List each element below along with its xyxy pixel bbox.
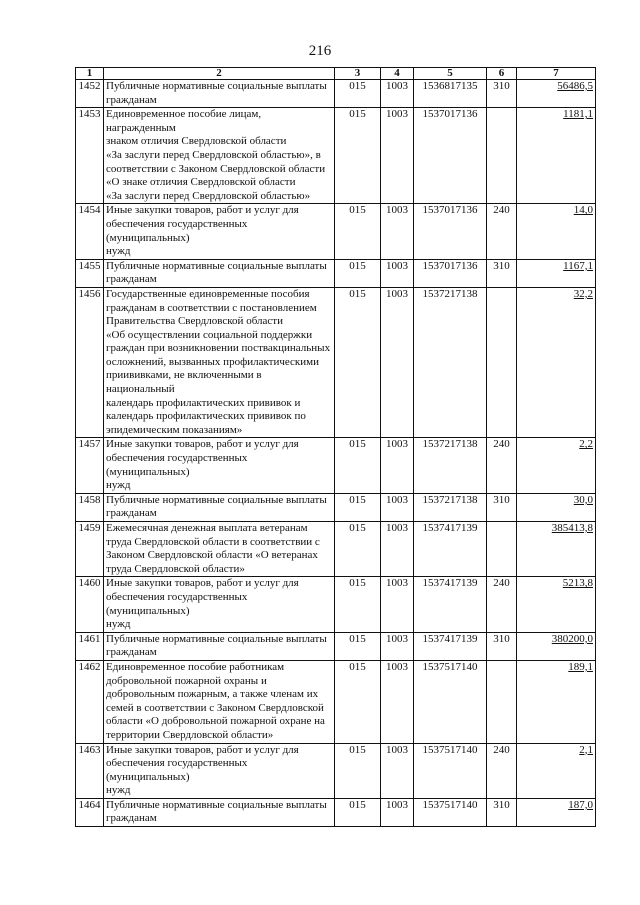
row-code-3: 015 (335, 798, 381, 826)
row-code-6 (487, 522, 517, 577)
row-number: 1452 (76, 80, 104, 108)
row-amount (517, 798, 596, 826)
row-name: Публичные нормативные социальные выплаты гражданам (104, 798, 335, 826)
row-code-4: 1003 (381, 80, 414, 108)
row-name: Иные закупки товаров, работ и услуг для обеспечения государственных (муниципальных) нужд (104, 438, 335, 493)
row-code-5: 1537217138 (414, 287, 487, 438)
row-number: 1460 (76, 577, 104, 632)
row-number: 1453 (76, 108, 104, 204)
table-row (76, 80, 596, 108)
row-name: Единовременное пособие лицам, награжденным знаком отличия Свердловской области «За заслуги перед Свердловской областью», в соответствии с Законом Свердловской области «О знаке отличия Свердловской области «За заслуги перед Свердловской областью» (104, 108, 335, 204)
row-code-5: 1537017136 (414, 204, 487, 259)
row-amount (517, 660, 596, 743)
row-code-6: 310 (487, 798, 517, 826)
row-code-6: 310 (487, 493, 517, 521)
row-code-3: 015 (335, 259, 381, 287)
row-name: Публичные нормативные социальные выплаты гражданам (104, 80, 335, 108)
row-name: Иные закупки товаров, работ и услуг для обеспечения государственных (муниципальных) нужд (104, 204, 335, 259)
row-code-4: 1003 (381, 577, 414, 632)
row-number: 1463 (76, 743, 104, 798)
row-code-4: 1003 (381, 259, 414, 287)
row-name: Единовременное пособие работникам добровольной пожарной охраны и добровольным пожарным, а также членам их семей в соответствии с Законом Свердловской области «О добровольной пожарной охране на территории Свердловской области» (104, 660, 335, 743)
row-code-4: 1003 (381, 108, 414, 204)
row-code-4: 1003 (381, 632, 414, 660)
row-code-3: 015 (335, 743, 381, 798)
row-code-4: 1003 (381, 660, 414, 743)
row-number: 1457 (76, 438, 104, 493)
table-row (76, 438, 596, 493)
row-amount (517, 80, 596, 108)
table-row (76, 577, 596, 632)
row-code-6: 310 (487, 259, 517, 287)
row-code-5: 1537517140 (414, 660, 487, 743)
amount-value: 5213,8 (562, 577, 593, 590)
column-header: 5 (414, 68, 487, 80)
row-code-3: 015 (335, 80, 381, 108)
row-code-6 (487, 108, 517, 204)
row-amount (517, 493, 596, 521)
row-code-6: 240 (487, 204, 517, 259)
row-number: 1454 (76, 204, 104, 259)
amount-value: 56486,5 (557, 80, 593, 92)
row-number: 1458 (76, 493, 104, 521)
row-code-6: 310 (487, 632, 517, 660)
row-number: 1462 (76, 660, 104, 743)
table-row (76, 108, 596, 204)
row-code-6 (487, 287, 517, 438)
row-code-5: 1537417139 (414, 632, 487, 660)
row-code-6: 240 (487, 577, 517, 632)
row-amount (517, 632, 596, 660)
table-row (76, 632, 596, 660)
row-code-6: 240 (487, 438, 517, 493)
budget-table (75, 67, 596, 827)
amount-value: 1181,1 (563, 108, 593, 121)
row-amount (517, 204, 596, 259)
amount-value: 385413,8 (551, 522, 593, 534)
row-amount (517, 577, 596, 632)
row-amount (517, 743, 596, 798)
row-name: Публичные нормативные социальные выплаты гражданам (104, 493, 335, 521)
row-code-4: 1003 (381, 798, 414, 826)
row-number: 1455 (76, 259, 104, 287)
table-row (76, 204, 596, 259)
row-code-5: 1537017136 (414, 108, 487, 204)
row-code-5: 1537517140 (414, 743, 487, 798)
column-header: 1 (76, 68, 104, 80)
amount-value: 1167,1 (563, 259, 593, 272)
row-code-4: 1003 (381, 287, 414, 438)
row-code-3: 015 (335, 522, 381, 577)
row-name: Иные закупки товаров, работ и услуг для обеспечения государственных (муниципальных) нужд (104, 577, 335, 632)
row-code-5: 1537517140 (414, 798, 487, 826)
column-header: 3 (335, 68, 381, 80)
row-code-3: 015 (335, 108, 381, 204)
row-code-3: 015 (335, 577, 381, 632)
column-header: 6 (487, 68, 517, 80)
row-code-5: 1537417139 (414, 522, 487, 577)
column-header: 7 (517, 68, 596, 80)
row-name: Иные закупки товаров, работ и услуг для обеспечения государственных (муниципальных) нужд (104, 743, 335, 798)
row-amount (517, 522, 596, 577)
table-row (76, 493, 596, 521)
table-row (76, 287, 596, 438)
row-code-6: 240 (487, 743, 517, 798)
table-row (76, 660, 596, 743)
row-code-3: 015 (335, 438, 381, 493)
row-code-3: 015 (335, 493, 381, 521)
amount-value: 2,1 (579, 743, 593, 756)
row-number: 1456 (76, 287, 104, 438)
row-code-4: 1003 (381, 438, 414, 493)
row-amount (517, 259, 596, 287)
row-name: Государственные единовременные пособия гражданам в соответствии с постановлением Правительства Свердловской области «Об осуществлении социальной поддержки граждан при возникновении поствакцинальных осложнений, вызванных профилактическими приививками, не включенными в национальный календарь профилактических прививок и календарь профилактических прививок по эпидемическим показаниям» (104, 287, 335, 438)
table-header-row (76, 68, 596, 80)
row-amount (517, 108, 596, 204)
table-row (76, 522, 596, 577)
row-name: Ежемесячная денежная выплата ветеранам труда Свердловской области в соответствии с Законом Свердловской области «О ветеранах труда Свердловской области» (104, 522, 335, 577)
row-code-3: 015 (335, 632, 381, 660)
table-body (76, 80, 596, 827)
row-code-4: 1003 (381, 522, 414, 577)
row-code-5: 1537217138 (414, 493, 487, 521)
row-code-3: 015 (335, 287, 381, 438)
column-header: 4 (381, 68, 414, 80)
amount-value: 2,2 (579, 438, 593, 451)
column-header: 2 (104, 68, 335, 80)
row-amount (517, 287, 596, 438)
row-code-3: 015 (335, 660, 381, 743)
row-number: 1464 (76, 798, 104, 826)
amount-value: 30,0 (573, 493, 593, 506)
amount-value: 189,1 (568, 660, 593, 673)
amount-value: 380200,0 (551, 632, 593, 645)
row-code-6: 310 (487, 80, 517, 108)
row-amount (517, 438, 596, 493)
row-number: 1461 (76, 632, 104, 660)
amount-value: 187,0 (568, 798, 593, 811)
row-code-5: 1537017136 (414, 259, 487, 287)
table-row (76, 743, 596, 798)
table-row (76, 798, 596, 826)
row-code-5: 1536817135 (414, 80, 487, 108)
row-code-5: 1537417139 (414, 577, 487, 632)
page-number: 216 (308, 43, 332, 59)
row-name: Публичные нормативные социальные выплаты гражданам (104, 632, 335, 660)
table-row (76, 259, 596, 287)
amount-value: 14,0 (573, 204, 593, 217)
row-code-5: 1537217138 (414, 438, 487, 493)
row-number: 1459 (76, 522, 104, 577)
row-code-4: 1003 (381, 204, 414, 259)
row-code-3: 015 (335, 204, 381, 259)
amount-value: 32,2 (573, 287, 593, 300)
row-code-4: 1003 (381, 493, 414, 521)
row-code-4: 1003 (381, 743, 414, 798)
row-name: Публичные нормативные социальные выплаты гражданам (104, 259, 335, 287)
row-code-6 (487, 660, 517, 743)
